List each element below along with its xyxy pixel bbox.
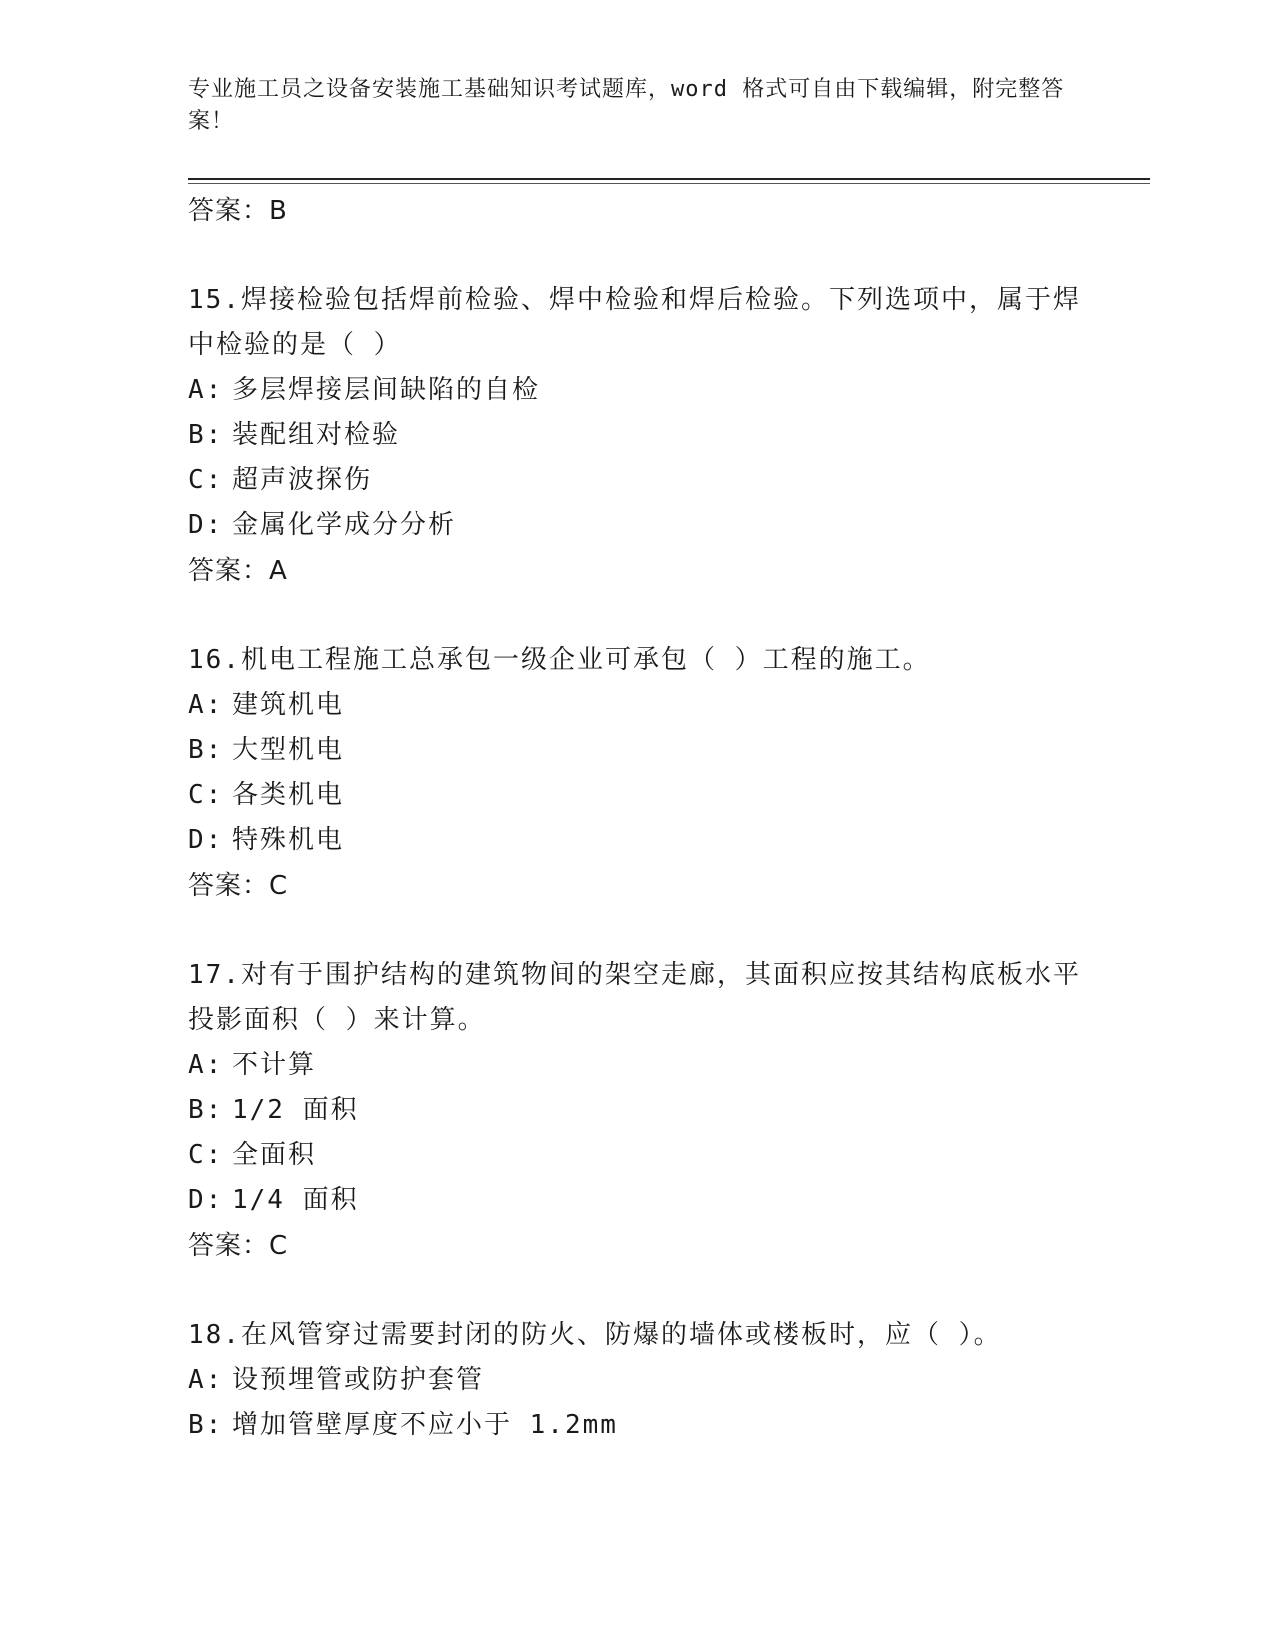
option-letter: D: bbox=[188, 825, 224, 855]
question-18 bbox=[188, 1313, 1088, 1448]
option-a bbox=[188, 1358, 1088, 1403]
question-17 bbox=[188, 953, 1088, 1269]
option-b bbox=[188, 413, 1088, 458]
option-text: 1/4 面积 bbox=[232, 1185, 359, 1215]
document-header: 专业施工员之设备安装施工基础知识考试题库，word 格式可自由下载编辑，附完整答案！ bbox=[188, 77, 1065, 134]
option-letter: B: bbox=[188, 1095, 224, 1125]
option-c bbox=[188, 773, 1088, 818]
option-text: 特殊机电 bbox=[232, 825, 345, 855]
option-letter: B: bbox=[188, 420, 224, 450]
option-c bbox=[188, 1133, 1088, 1178]
question-text: 18.在风管穿过需要封闭的防火、防爆的墙体或楼板时，应（ ）。 bbox=[188, 1320, 1002, 1350]
question-text: 15.焊接检验包括焊前检验、焊中检验和焊后检验。下列选项中，属于焊中检验的是（ ） bbox=[188, 285, 1081, 360]
option-a bbox=[188, 368, 1088, 413]
option-d bbox=[188, 818, 1088, 863]
option-b bbox=[188, 1088, 1088, 1133]
option-letter: B: bbox=[188, 1410, 224, 1440]
option-text: 多层焊接层间缺陷的自检 bbox=[232, 375, 541, 405]
option-b bbox=[188, 1403, 1088, 1448]
question-15 bbox=[188, 278, 1088, 594]
option-letter: C: bbox=[188, 465, 224, 495]
option-letter: A: bbox=[188, 1050, 224, 1080]
option-letter: C: bbox=[188, 1140, 224, 1170]
option-letter: D: bbox=[188, 510, 224, 540]
option-text: 超声波探伤 bbox=[232, 465, 373, 495]
option-text: 装配组对检验 bbox=[232, 420, 401, 450]
option-letter: A: bbox=[188, 375, 224, 405]
option-letter: A: bbox=[188, 690, 224, 720]
option-letter: B: bbox=[188, 735, 224, 765]
option-letter: C: bbox=[188, 780, 224, 810]
option-text: 1/2 面积 bbox=[232, 1095, 359, 1125]
answer-line: 答案：C bbox=[188, 1231, 289, 1261]
question-16 bbox=[188, 638, 1088, 909]
header-divider-thick bbox=[188, 178, 1150, 180]
option-b bbox=[188, 728, 1088, 773]
option-text: 全面积 bbox=[232, 1140, 317, 1170]
option-text: 各类机电 bbox=[232, 780, 345, 810]
option-text: 建筑机电 bbox=[232, 690, 345, 720]
option-text: 大型机电 bbox=[232, 735, 345, 765]
option-text: 不计算 bbox=[232, 1050, 317, 1080]
option-text: 金属化学成分分析 bbox=[232, 510, 457, 540]
option-text: 增加管壁厚度不应小于 1.2mm bbox=[232, 1410, 618, 1440]
option-c bbox=[188, 458, 1088, 503]
answer-line: 答案：B bbox=[188, 196, 288, 226]
option-d bbox=[188, 1178, 1088, 1223]
option-d bbox=[188, 503, 1088, 548]
header-divider-thin bbox=[188, 183, 1150, 184]
answer-line: 答案：C bbox=[188, 871, 289, 901]
answer-line: 答案：A bbox=[188, 556, 288, 586]
option-letter: D: bbox=[188, 1185, 224, 1215]
option-a bbox=[188, 1043, 1088, 1088]
option-a bbox=[188, 683, 1088, 728]
option-text: 设预埋管或防护套管 bbox=[232, 1365, 485, 1395]
option-letter: A: bbox=[188, 1365, 224, 1395]
question-list bbox=[188, 188, 1088, 1448]
question-text: 16.机电工程施工总承包一级企业可承包（ ）工程的施工。 bbox=[188, 645, 931, 675]
question-text: 17.对有于围护结构的建筑物间的架空走廊，其面积应按其结构底板水平投影面积（ ）来计算。 bbox=[188, 960, 1081, 1035]
